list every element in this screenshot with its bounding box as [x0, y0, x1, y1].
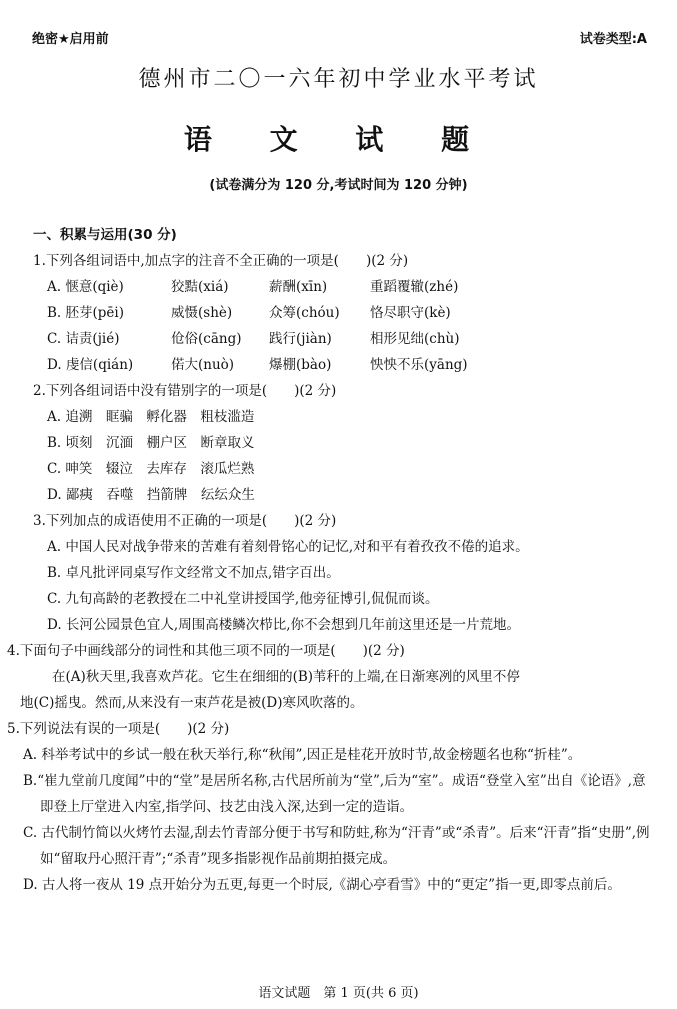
q3-option-b: B. 卓凡批评同桌写作文经常文不加点,错字百出。 — [47, 565, 340, 581]
q1-b-4: 恪尽职守(kè) — [370, 305, 451, 321]
questions — [0, 222, 677, 898]
question-1-stem: 1.下列各组词语中,加点字的注音不全正确的一项是( )(2 分) — [33, 253, 409, 269]
paper-type-label: 试卷类型:A — [579, 32, 647, 47]
q3-option-d: D. 长河公园景色宜人,周围高楼鳞次栉比,你不会想到几年前这里还是一片荒地。 — [47, 617, 521, 633]
exam-title: 德州市二〇一六年初中学业水平考试 — [138, 67, 539, 92]
q2-option-c: C. 呻笑 辍泣 去库存 滚瓜烂熟 — [47, 461, 255, 477]
q1-a-1: A. 惬意(qiè) — [47, 279, 124, 295]
q1-a-2: 狡黠(xiá) — [171, 279, 229, 295]
q5-option-d: D. 古人将一夜从 19 点开始分为五更,每更一个时辰,《湖心亭看雪》中的“更定”指一更,即零点前后。 — [23, 877, 621, 893]
question-4-stem: 4.下面句子中画线部分的词性和其他三项不同的一项是( )(2 分) — [7, 643, 405, 659]
q1-d-4: 怏怏不乐(yāng) — [370, 357, 468, 373]
q4-passage-line-1: 在(A)秋天里,我喜欢芦花。它生在细细的(B)苇秆的上端,在日渐寒冽的风里不停 — [52, 669, 520, 685]
q1-b-3: 众筹(chóu) — [269, 305, 340, 321]
q1-d-3: 爆棚(bào) — [269, 357, 332, 373]
q5-option-c: C. 古代制竹简以火烤竹去湿,刮去竹青部分便于书写和防蛀,称为“汗青”或“杀青”。后来“汗青”指“史册”,例如“留取丹心照汗青”;“杀青”现多指影视作品前期拍摄完成。 — [23, 825, 650, 867]
q2-option-a: A. 追溯 眶骗 孵化器 粗枝滥造 — [47, 409, 255, 425]
q2-option-b: B. 顷刻 沉湎 棚户区 断章取义 — [47, 435, 255, 451]
question-5-stem: 5.下列说法有误的一项是( )(2 分) — [7, 721, 230, 737]
question-2-stem: 2.下列各组词语中没有错别字的一项是( )(2 分) — [33, 383, 337, 399]
q1-a-4: 重蹈覆辙(zhé) — [370, 279, 459, 295]
q4-passage-line-2: 地(C)摇曳。然而,从来没有一束芦花是被(D)寒风吹落的。 — [20, 695, 364, 711]
question-3-stem: 3.下列加点的成语使用不正确的一项是( )(2 分) — [33, 513, 337, 529]
q1-c-3: 践行(jiàn) — [269, 331, 332, 347]
q2-option-d: D. 鄙痍 吞噬 挡箭牌 纭纭众生 — [47, 487, 255, 503]
q1-row-a — [0, 274, 677, 300]
q1-row-d — [0, 352, 677, 378]
q1-c-2: 伧俗(cāng) — [171, 331, 242, 347]
secret-label: 绝密★启用前 — [32, 32, 109, 47]
q1-c-4: 相形见绌(chù) — [370, 331, 460, 347]
q3-option-a: A. 中国人民对战争带来的苦难有着刻骨铭心的记忆,对和平有着孜孜不倦的追求。 — [47, 539, 529, 555]
q1-d-1: D. 虔信(qián) — [47, 357, 134, 373]
q1-b-1: B. 胚芽(pēi) — [47, 305, 124, 321]
top-bar — [32, 28, 647, 48]
q5-option-a: A. 科举考试中的乡试一般在秋天举行,称“秋闱”,因正是桂花开放时节,故金榜题名也称“折桂”。 — [23, 747, 582, 763]
q3-option-c: C. 九旬高龄的老教授在二中礼堂讲授国学,他旁征博引,侃侃而谈。 — [47, 591, 439, 607]
q1-b-2: 威慑(shè) — [171, 305, 233, 321]
exam-note: (试卷满分为 120 分,考试时间为 120 分钟) — [209, 178, 468, 193]
q1-d-2: 偌大(nuò) — [171, 357, 235, 373]
q5-option-b: B.“崔九堂前几度闻”中的“堂”是居所名称,古代居所前为“堂”,后为“室”。成语“登堂入室”出自《论语》,意即登上厅堂进入内室,指学问、技艺由浅入深,达到一定的造诣。 — [23, 773, 646, 815]
section-heading: 一、积累与运用(30 分) — [33, 227, 177, 243]
q1-a-3: 薪酬(xīn) — [269, 279, 328, 295]
page-footer: 语文试题 第 1 页(共 6 页) — [258, 986, 419, 1001]
q1-row-c — [0, 326, 677, 352]
subject-title: 语 文 试 题 — [183, 123, 494, 156]
q1-row-b — [0, 300, 677, 326]
q1-c-1: C. 诘责(jié) — [47, 331, 120, 347]
